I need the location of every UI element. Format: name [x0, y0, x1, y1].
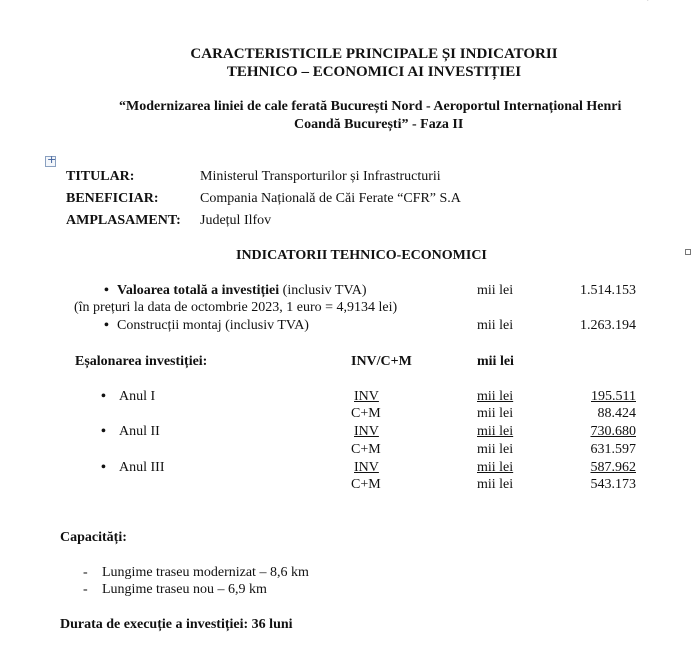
row-unit: mii lei — [477, 460, 514, 475]
info-value-beneficiar: Compania Națională de Căi Ferate “CFR” S.A — [200, 191, 461, 206]
row-value: 88.424 — [597, 406, 636, 421]
row-value: 543.173 — [590, 477, 636, 492]
dash-bullet: - — [83, 565, 88, 580]
row-type: C+M — [351, 406, 381, 421]
bullet — [101, 389, 106, 405]
total-value-unit: mii lei — [477, 283, 514, 298]
row-unit: mii lei — [477, 424, 514, 439]
bullet — [101, 424, 106, 440]
indicators-title: INDICATORII TEHNICO-ECONOMICI — [236, 248, 487, 263]
year-label: Anul I — [119, 389, 156, 404]
heading-line-1: CARACTERISTICILE PRINCIPALE ȘI INDICATORII — [190, 46, 558, 62]
duration: Durata de execuție a investiției: 36 luni — [60, 617, 293, 632]
schedule-col-unit: mii lei — [477, 354, 514, 369]
bullet — [104, 283, 109, 299]
info-value-amplasament: Județul Ilfov — [200, 213, 272, 228]
row-type: INV — [354, 389, 379, 404]
total-value-label: Valoarea totală a investiției (inclusiv TVA) — [117, 283, 367, 298]
bullet — [104, 318, 109, 334]
capacity-title: Capacități: — [60, 530, 127, 545]
info-label-titular: TITULAR: — [66, 169, 135, 184]
table-move-handle-icon[interactable] — [45, 156, 56, 167]
row-value: 631.597 — [590, 442, 636, 457]
schedule-col-type: INV/C+M — [351, 354, 412, 369]
year-label: Anul II — [119, 424, 160, 439]
row-unit: mii lei — [477, 442, 514, 457]
row-value: 195.511 — [591, 389, 636, 404]
total-value-note: (în prețuri la data de octombrie 2023, 1 euro = 4,9134 lei) — [74, 300, 398, 315]
info-label-amplasament: AMPLASAMENT: — [66, 213, 181, 228]
row-type: INV — [354, 460, 379, 475]
year-label: Anul III — [119, 460, 165, 475]
project-title-line-1: “Modernizarea liniei de cale ferată București Nord - Aeroportul Internațional Henri — [119, 99, 622, 114]
row-type: C+M — [351, 477, 381, 492]
capacity-item: Lungime traseu modernizat – 8,6 km — [102, 565, 309, 580]
heading-line-2: TEHNICO – ECONOMICI AI INVESTIȚIEI — [226, 64, 522, 80]
info-label-beneficiar: BENEFICIAR: — [66, 191, 159, 206]
corner-mark: ' — [647, 0, 649, 8]
row-type: C+M — [351, 442, 381, 457]
cm-label: Construcții montaj (inclusiv TVA) — [117, 318, 309, 333]
project-title-line-2: Coandă București” - Faza II — [294, 117, 464, 132]
table-end-marker — [685, 249, 691, 255]
row-unit: mii lei — [477, 389, 514, 404]
cm-amount: 1.263.194 — [580, 318, 636, 333]
row-type: INV — [354, 424, 379, 439]
row-unit: mii lei — [477, 406, 514, 421]
capacity-item: Lungime traseu nou – 6,9 km — [102, 582, 267, 597]
row-unit: mii lei — [477, 477, 514, 492]
dash-bullet: - — [83, 582, 88, 597]
row-value: 587.962 — [590, 460, 636, 475]
schedule-title: Eșalonarea investiției: — [75, 354, 208, 369]
row-value: 730.680 — [590, 424, 636, 439]
total-value-amount: 1.514.153 — [580, 283, 636, 298]
bullet — [101, 460, 106, 476]
cm-unit: mii lei — [477, 318, 514, 333]
info-value-titular: Ministerul Transporturilor și Infrastructurii — [200, 169, 441, 184]
